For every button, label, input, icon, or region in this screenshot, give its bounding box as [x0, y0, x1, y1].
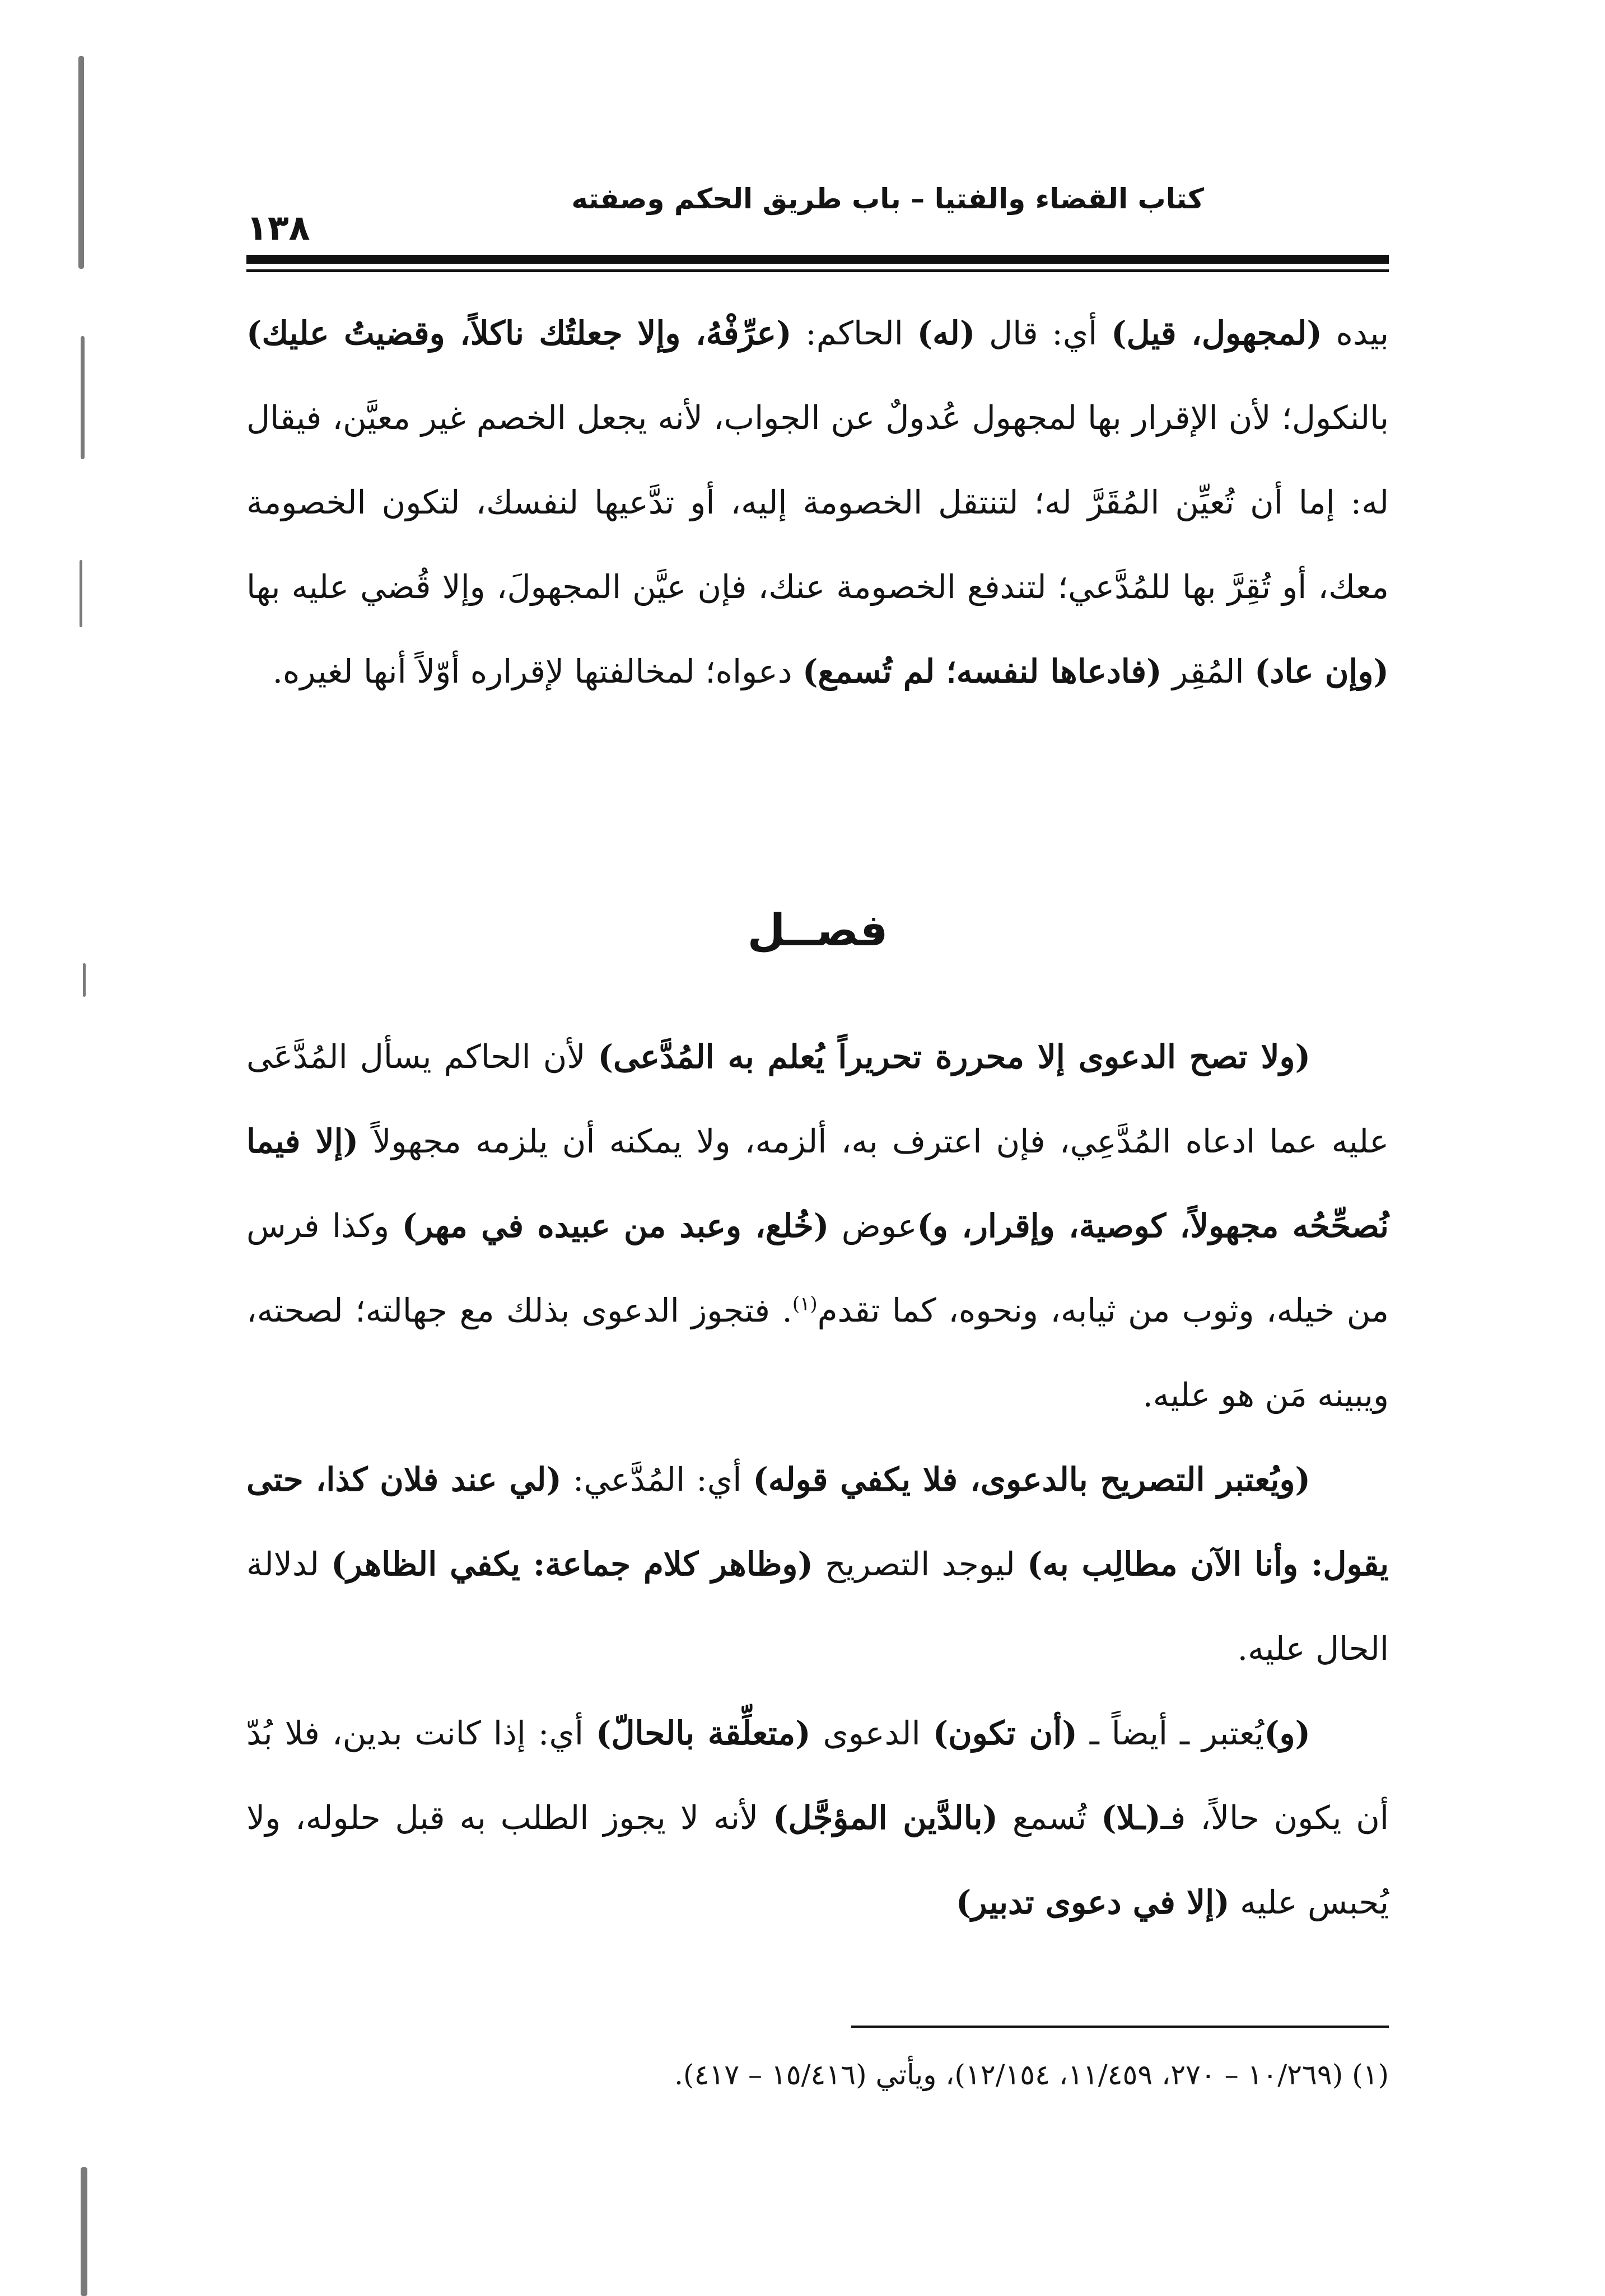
running-title: كتاب القضاء والفتيا – باب طريق الحكم وصفته: [571, 183, 1204, 215]
main-text: [246, 291, 1389, 1945]
header-rule-thin: [246, 269, 1389, 272]
commentary-text: دعواه؛ لمخالفتها لإقراره أوّلاً أنها لغيره.: [272, 652, 802, 690]
matn-text: (و): [1264, 1714, 1310, 1752]
matn-text: (لمجهول، قيل): [1111, 314, 1322, 352]
commentary-text: عوض: [829, 1207, 917, 1245]
matn-text: (خُلع، وعبد من عبيده في مهر): [402, 1207, 829, 1245]
commentary-text: بيده: [1322, 314, 1389, 352]
commentary-text: الحاكم:: [791, 314, 917, 352]
commentary-text: المُقِر: [1161, 652, 1255, 690]
commentary-text: . فتجوز الدعوى بذلك مع جهالته؛ لصحته، ويبينه مَن هو عليه.: [246, 1291, 1389, 1414]
commentary-text: لدلالة الحال عليه.: [246, 1545, 1389, 1668]
paragraph-1: [246, 291, 1389, 886]
paragraph-4: [246, 1691, 1389, 1945]
matn-text: (له): [917, 314, 976, 352]
header-rule-thick: [246, 255, 1389, 264]
matn-text: (لي عند فلان كذا، حتى يقول: وأنا الآن مطالِب به): [246, 1460, 1389, 1583]
matn-text: (ويُعتبر التصريح بالدعوى، فلا يكفي قوله): [753, 1460, 1310, 1499]
matn-text: (إلا فيما نُصحِّحُه مجهولاً، كوصية، وإقرار، و): [246, 1122, 1389, 1245]
matn-text: (عرِّفْهُ، وإلا جعلتُك ناكلاً، وقضيتُ عليك): [246, 314, 792, 352]
matn-text: (متعلِّقة بالحالّ): [595, 1714, 811, 1752]
matn-text: (وظاهر كلام جماعة: يكفي الظاهر): [331, 1545, 813, 1583]
paragraph-2: [246, 1015, 1389, 1438]
matn-text: (أن تكون): [932, 1714, 1077, 1752]
commentary-text: الدعوى: [810, 1714, 933, 1752]
matn-text: (ـلا): [1101, 1799, 1161, 1837]
matn-text: (إلا في دعوى تدبير): [955, 1883, 1230, 1921]
commentary-text: لأن الحاكم يسأل المُدَّعَى عليه عما ادعاه المُدَّعِي، فإن اعترف به، ألزمه، ولا يمكنه أن يلزمه مجهولاً: [246, 1038, 1389, 1160]
section-heading: فصــل: [747, 906, 888, 956]
commentary-text: أي: قال: [975, 314, 1112, 352]
page-number: ١٣٨: [246, 207, 310, 248]
commentary-text: ليوجد التصريح: [813, 1545, 1027, 1583]
matn-text: (بالدَّين المؤجَّل): [773, 1799, 998, 1837]
matn-text: (فادعاها لنفسه؛ لم تُسمع): [802, 652, 1162, 690]
commentary-text: أي: إذا كانت بدين، فلا بُدّ أن يكون حالاً، فـ: [246, 1714, 1389, 1837]
commentary-text: بالنكول؛ لأن الإقرار بها لمجهول عُدولٌ عن الجواب، لأنه يجعل الخصم غير معيَّن، فيقال له: إما أن تُعيِّن المُقَرَّ له؛ لتنتقل الخصومة إليه، أو تدَّعيها لنفسك، لتكون الخصومة معك، أو تُقِرَّ بها للمُدَّعي؛ لتندفع الخصومة عنك، فإن عيَّن المجهولَ، وإلا قُضي عليه بها: [246, 399, 1389, 606]
commentary-text: لأنه لا يجوز الطلب به قبل حلوله، ولا يُحبس عليه: [246, 1799, 1389, 1921]
matn-text: (وإن عاد): [1254, 652, 1389, 690]
footnote-rule: [851, 2026, 1389, 2028]
page-header: [246, 179, 1389, 252]
matn-text: (ولا تصح الدعوى إلا محررة تحريراً يُعلم به المُدَّعى): [598, 1038, 1311, 1076]
commentary-text: وكذا فرس من خيله، وثوب من ثيابه، ونحوه، كما تقدم: [246, 1207, 1389, 1329]
footnote: (١) (١٠/٢٦٩ – ٢٧٠، ١١/٤٥٩، ١٢/١٥٤)، ويأتي (١٥/٤١٦ – ٤١٧).: [674, 2059, 1389, 2091]
footnote-marker: (١): [792, 1292, 818, 1315]
commentary-text: يُعتبر ـ أيضاً ـ: [1077, 1714, 1265, 1752]
paragraph-3: [246, 1438, 1389, 1691]
commentary-text: تُسمع: [997, 1799, 1102, 1837]
commentary-text: أي: المُدَّعي:: [561, 1460, 753, 1499]
scan-edge-marks: [67, 56, 101, 2240]
